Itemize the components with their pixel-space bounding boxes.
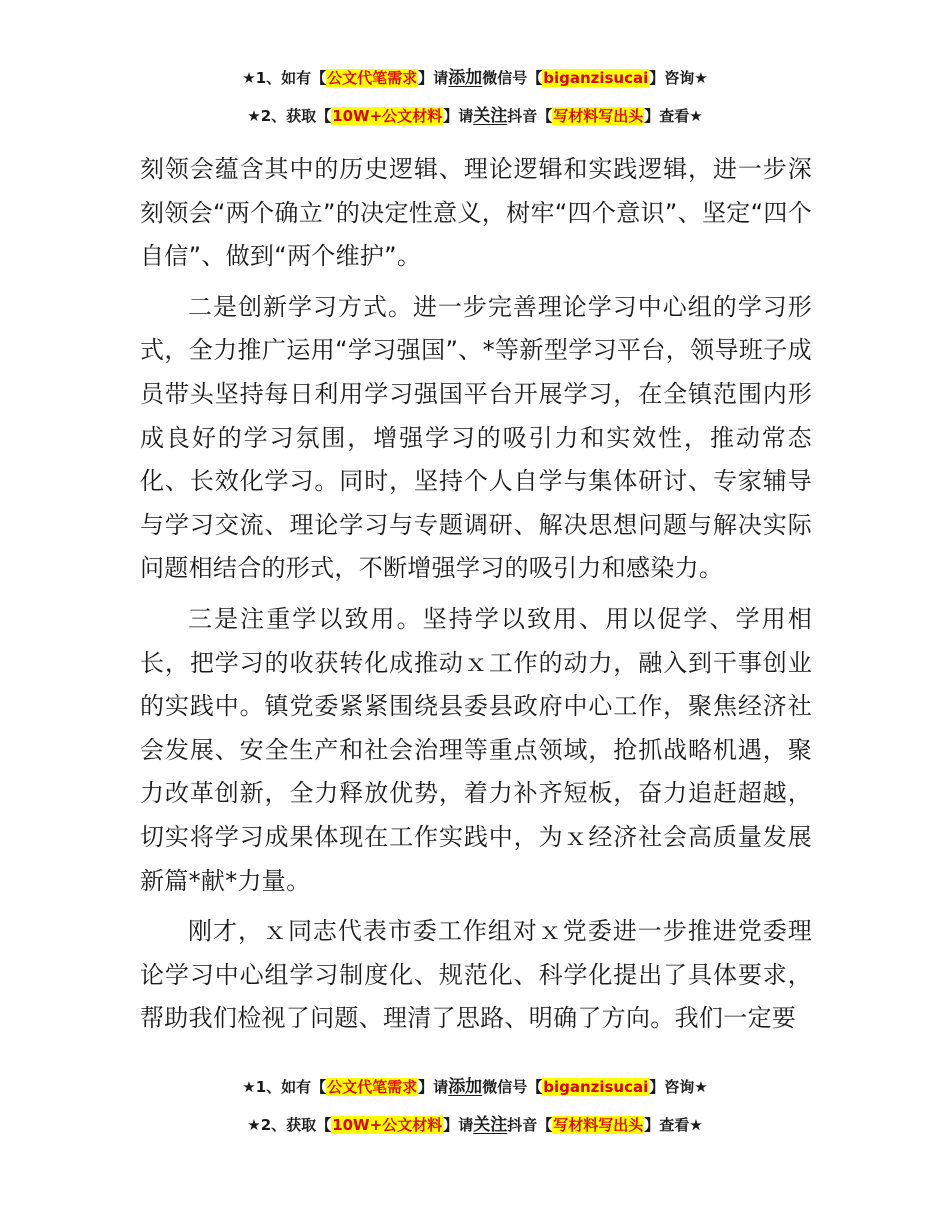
banner-highlight: 10W+公文材料 — [332, 107, 443, 125]
banner-text: 】查看★ — [644, 1116, 703, 1134]
banner-text: ★1、如有【 — [242, 69, 327, 87]
top-banner-line-2 — [0, 105, 950, 127]
banner-highlight: biganzisucai — [543, 1078, 649, 1096]
banner-text: 】咨询★ — [649, 69, 708, 87]
banner-highlight: 写材料写出头 — [553, 1116, 644, 1134]
paragraph: 刚才，ｘ同志代表市委工作组对ｘ党委进一步推进党委理论学习中心组学习制度化、规范化、科学化提出了具体要求，帮助我们检视了问题、理清了思路、明确了方向。我们一定要 — [140, 917, 812, 1033]
top-banner-line-1 — [0, 67, 950, 89]
banner-text: 】请 — [418, 69, 449, 87]
banner-text: 】请 — [418, 1078, 449, 1096]
banner-text: 抖音【 — [507, 1116, 553, 1134]
paragraph: 三是注重学以致用。坚持学以致用、用以促学、学用相长，把学习的收获转化成推动ｘ工作的动力，融入到干事创业的实践中。镇党委紧紧围绕县委县政府中心工作，聚焦经济社会发展、安全生产和社会治理等重点领域，抢抓战略机遇，聚力改革创新，全力释放优势，着力补齐短板，奋力追赶超越，切实将学习成果体现在工作实践中，为ｘ经济社会高质量发展新篇*献*力量。 — [140, 604, 812, 895]
bottom-banner-line-1 — [0, 1076, 950, 1098]
banner-text: ★1、如有【 — [242, 1078, 327, 1096]
banner-highlight: 公文代笔需求 — [327, 69, 418, 87]
banner-text: 微信号【 — [482, 69, 543, 87]
banner-text: ★2、获取【 — [247, 1116, 332, 1134]
banner-highlight: 写材料写出头 — [553, 107, 644, 125]
paragraph: 刻领会蕴含其中的历史逻辑、理论逻辑和实践逻辑，进一步深刻领会“两个确立”的决定性意义，树牢“四个意识”、坚定“四个自信”、做到“两个维护”。 — [140, 155, 812, 271]
banner-highlight: 公文代笔需求 — [327, 1078, 418, 1096]
banner-text: ★2、获取【 — [247, 107, 332, 125]
paragraph: 二是创新学习方式。进一步完善理论学习中心组的学习形式，全力推广运用“学习强国”、*等新型学习平台，领导班子成员带头坚持每日利用学习强国平台开展学习，在全镇范围内形成良好的学习氛围，增强学习的吸引力和实效性，推动常态化、长效化学习。同时，坚持个人自学与集体研讨、专家辅导与学习交流、理论学习与专题调研、解决思想问题与解决实际问题相结合的形式，不断增强学习的吸引力和感染力。 — [140, 292, 812, 583]
banner-text: 抖音【 — [507, 107, 553, 125]
banner-text: 】请 — [443, 1116, 474, 1134]
banner-underlined: 添加 — [448, 68, 483, 88]
bottom-banner-line-2 — [0, 1114, 950, 1136]
document-body — [140, 148, 812, 1048]
banner-text: 】咨询★ — [649, 1078, 708, 1096]
banner-text: 】查看★ — [644, 107, 703, 125]
banner-highlight: biganzisucai — [543, 69, 649, 87]
banner-underlined: 关注 — [473, 1115, 508, 1135]
banner-underlined: 添加 — [448, 1077, 483, 1097]
banner-text: 微信号【 — [482, 1078, 543, 1096]
banner-underlined: 关注 — [473, 106, 508, 126]
banner-text: 】请 — [443, 107, 474, 125]
banner-highlight: 10W+公文材料 — [332, 1116, 443, 1134]
